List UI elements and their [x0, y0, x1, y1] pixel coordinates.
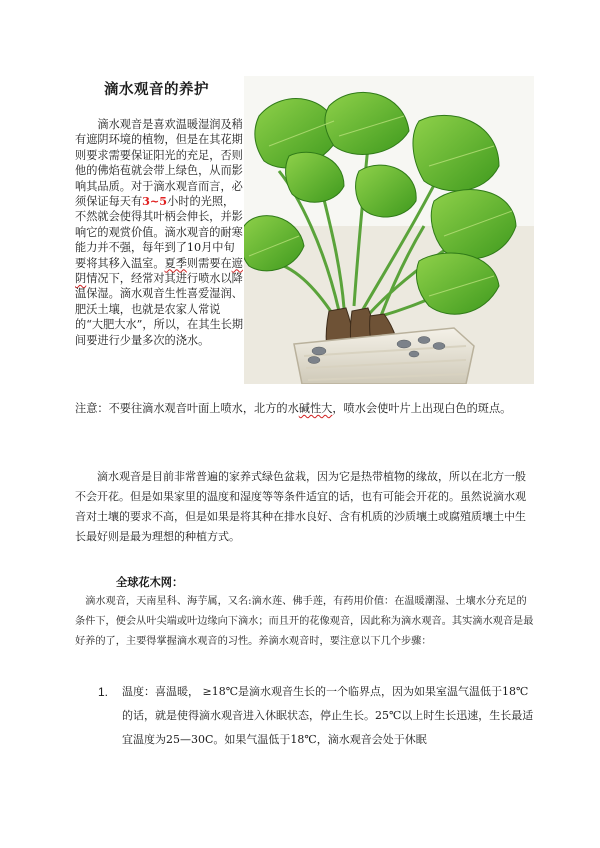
plant-photo	[244, 76, 534, 384]
spellcheck-word-summer: 夏季	[164, 256, 187, 270]
spellcheck-word-shade: 遮阴	[75, 256, 243, 286]
list-item-number: 1.	[98, 685, 109, 699]
intro-text-4: 情况下，经常对其进行喷水以降温保湿。滴水观音生性喜爱湿润、肥沃土壤，也就是农家人常说的“大肥大水”，所以，在其生长期间要进行少量多次的浇水。	[75, 272, 244, 347]
list-item-text: 温度：喜温暖， ≥18℃是滴水观音生长的一个临界点，因为如果室温气温低于18℃的话，就是使得滴水观音进入休眠状态，停止生长。25℃以上时生长迅速，生长最适宜温度为25—30C。如果气温低于18℃，滴水观音会处于休眠	[122, 685, 534, 746]
body-paragraph-2	[75, 467, 535, 547]
note-text-2: ，喷水会使叶片上出现白色的斑点。	[332, 402, 512, 415]
spellcheck-word-alkaline: 碱性大	[298, 402, 333, 415]
intro-text-3: 则需要在	[186, 256, 232, 270]
intro-highlight: 3~5	[142, 194, 168, 209]
list-item	[98, 680, 538, 752]
section-paragraph	[75, 592, 535, 652]
intro-text-1: 滴水观音是喜欢温暖湿润及稍有遮阴环境的植物，但是在其花期则要求需要保证阳光的充足，否则他的佛焰苞就会带上绿色，从而影响其品质。对于滴水观音而言，必须保证每天有	[75, 118, 243, 209]
intro-text-2: 小时的光照，不然就会使得其叶柄会伸长，并影响它的观赏价值。滴水观音的耐寒能力并不强，每年到了10月中旬要将其移入温室。	[75, 195, 243, 270]
body-paragraph-2-text: 滴水观音是目前非常普遍的家养式绿色盆栽，因为它是热带植物的缘故，所以在北方一般不会开花。但是如果家里的温度和湿度等等条件适宜的话，也有可能会开花的。虽然说滴水观音对土壤的要求不高，但是如果是将其种在排水良好、含有机质的沙质壤土或腐殖质壤土中生长最好则是最为理想的种植方式。	[75, 470, 526, 543]
intro-paragraph	[75, 117, 245, 348]
section-paragraph-text: 滴水观音，天南星科、海芋属，又名:滴水莲、佛手莲，有药用价值：在温暖潮湿、土壤水分充足的条件下，便会从叶尖端或叶边缘向下滴水；而且开的花像观音，因此称为滴水观音。其实滴水观音是最好养的了，主要得掌握滴水观音的习性。养滴水观音时，要注意以下几个步骤：	[75, 596, 534, 647]
numbered-list	[98, 680, 538, 752]
page-title: 滴水观音的养护	[104, 81, 209, 98]
note-paragraph	[75, 400, 530, 417]
section-heading: 全球花木网：	[116, 575, 184, 589]
note-text-1: 注意：不要往滴水观音叶面上喷水，北方的水	[75, 402, 299, 415]
